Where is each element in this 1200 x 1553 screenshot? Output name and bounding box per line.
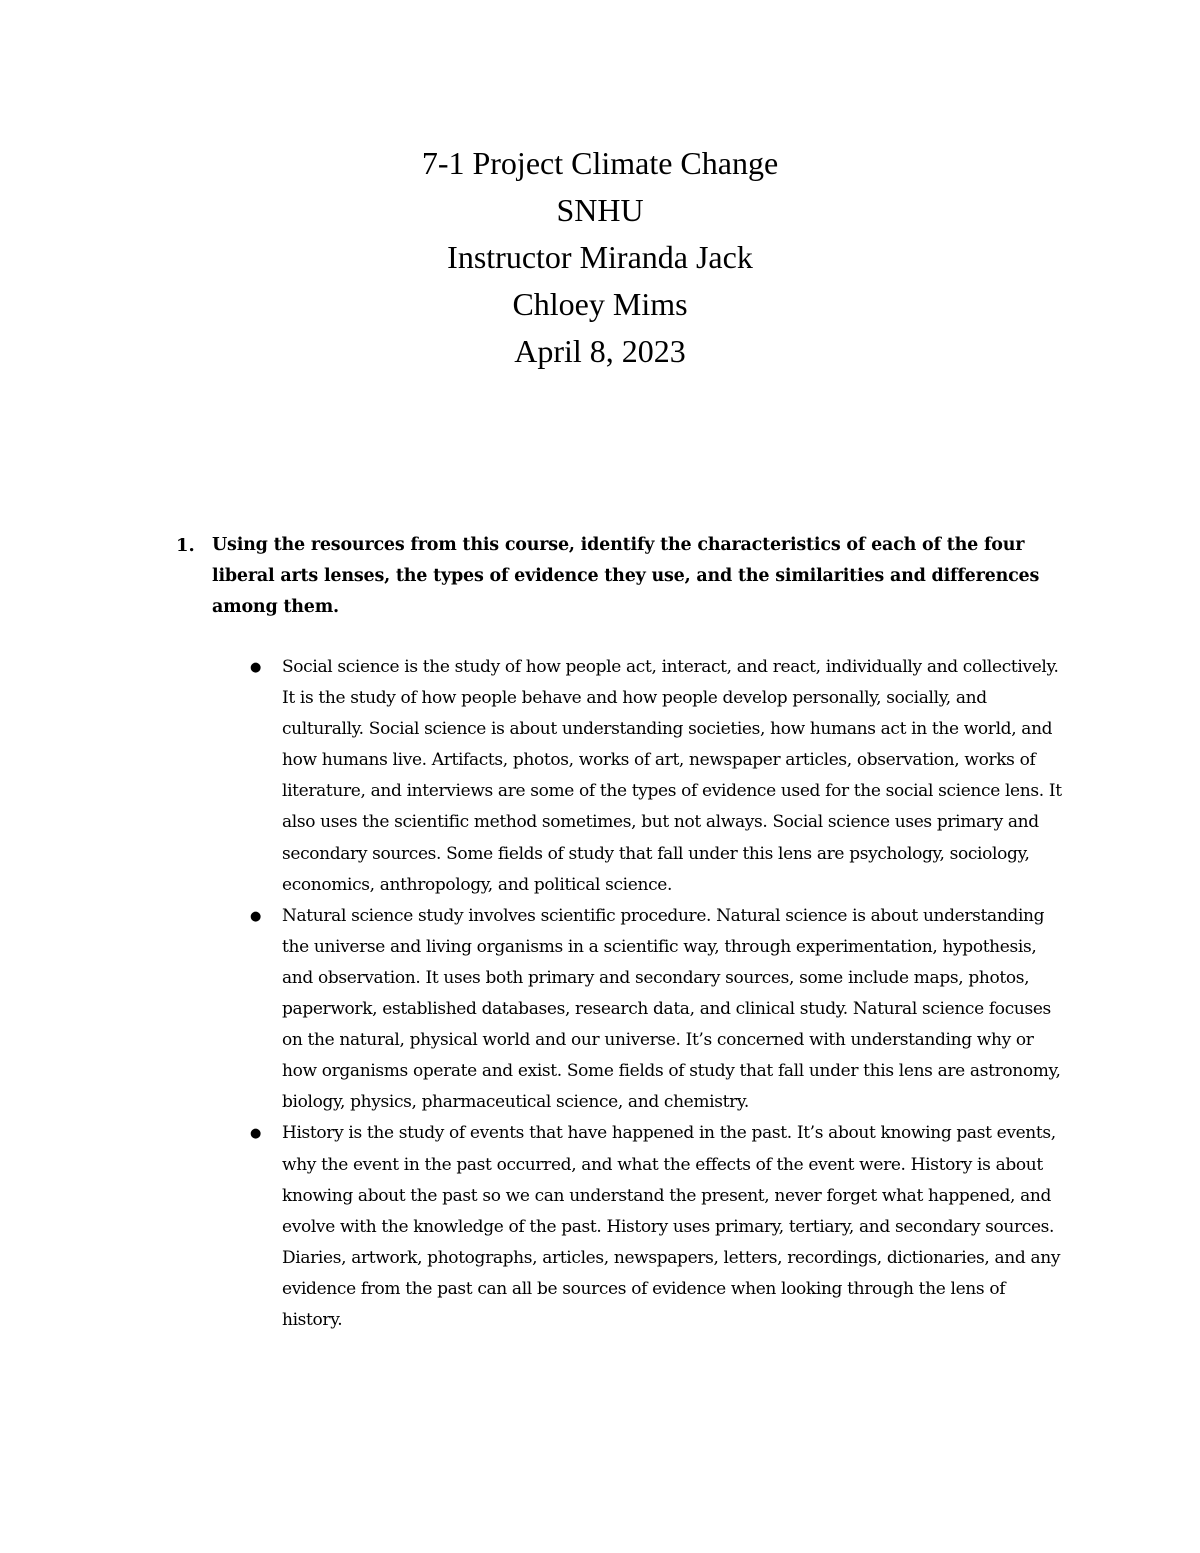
answer-list	[246, 652, 1066, 1336]
bullet-icon: ●	[250, 908, 261, 924]
student-name: Chloey Mims	[512, 286, 688, 322]
answer-social-science	[246, 652, 1066, 901]
answer-natural-science	[246, 901, 1066, 1119]
answer-history	[246, 1118, 1066, 1336]
bullet-icon: ●	[250, 660, 261, 675]
answer-text: Natural science study involves scientific procedure. Natural science is about understanding the universe and living organisms in a scientific way, through experimentation, hypothesis, and observation. It uses both primary and secondary sources, some include maps, photos, paperwork, established databases, research data, and clinical study. Natural science focuses on the natural, physical world and our universe. It’s concerned with understanding why or how organisms operate and exist. Some fields of study that fall under this lens are astronomy, biology, physics, pharmaceutical science, and chemistry.	[282, 905, 1061, 1113]
bullet-icon: ●	[250, 1126, 261, 1142]
question-number: 1.	[176, 535, 195, 556]
submission-date: April 8, 2023	[514, 333, 686, 369]
question-text: Using the resources from this course, identify the characteristics of each of the four liberal arts lenses, the types of evidence they use, and the similarities and differences among them.	[212, 535, 1040, 617]
project-title: 7-1 Project Climate Change	[421, 145, 779, 181]
answer-text: Social science is the study of how people act, interact, and react, individually and collectively. It is the study of how people behave and how people develop personally, socially, and culturally. Social science is about understanding societies, how humans act in the world, and how humans live. Artifacts, photos, works of art, newspaper articles, observation, works of literature, and interviews are some of the types of evidence used for the social science lens. It also uses the scientific method sometimes, but not always. Social science uses primary and secondary sources. Some fields of study that fall under this lens are psychology, sociology, economics, anthropology, and political science.	[282, 657, 1062, 895]
instructor-name: Instructor Miranda Jack	[447, 239, 753, 275]
institution-name: SNHU	[556, 192, 644, 228]
answer-text: History is the study of events that have happened in the past. It’s about knowing past events, why the event in the past occurred, and what the effects of the event were. History is about knowing about the past so we can understand the present, never forget what happened, and evolve with the knowledge of the past. History uses primary, tertiary, and secondary sources. Diaries, artwork, photographs, articles, newspapers, letters, recordings, dictionaries, and any evidence from the past can all be sources of evidence when looking through the lens of history.	[282, 1123, 1061, 1330]
question-1	[176, 530, 1066, 623]
title-block	[0, 140, 1200, 375]
